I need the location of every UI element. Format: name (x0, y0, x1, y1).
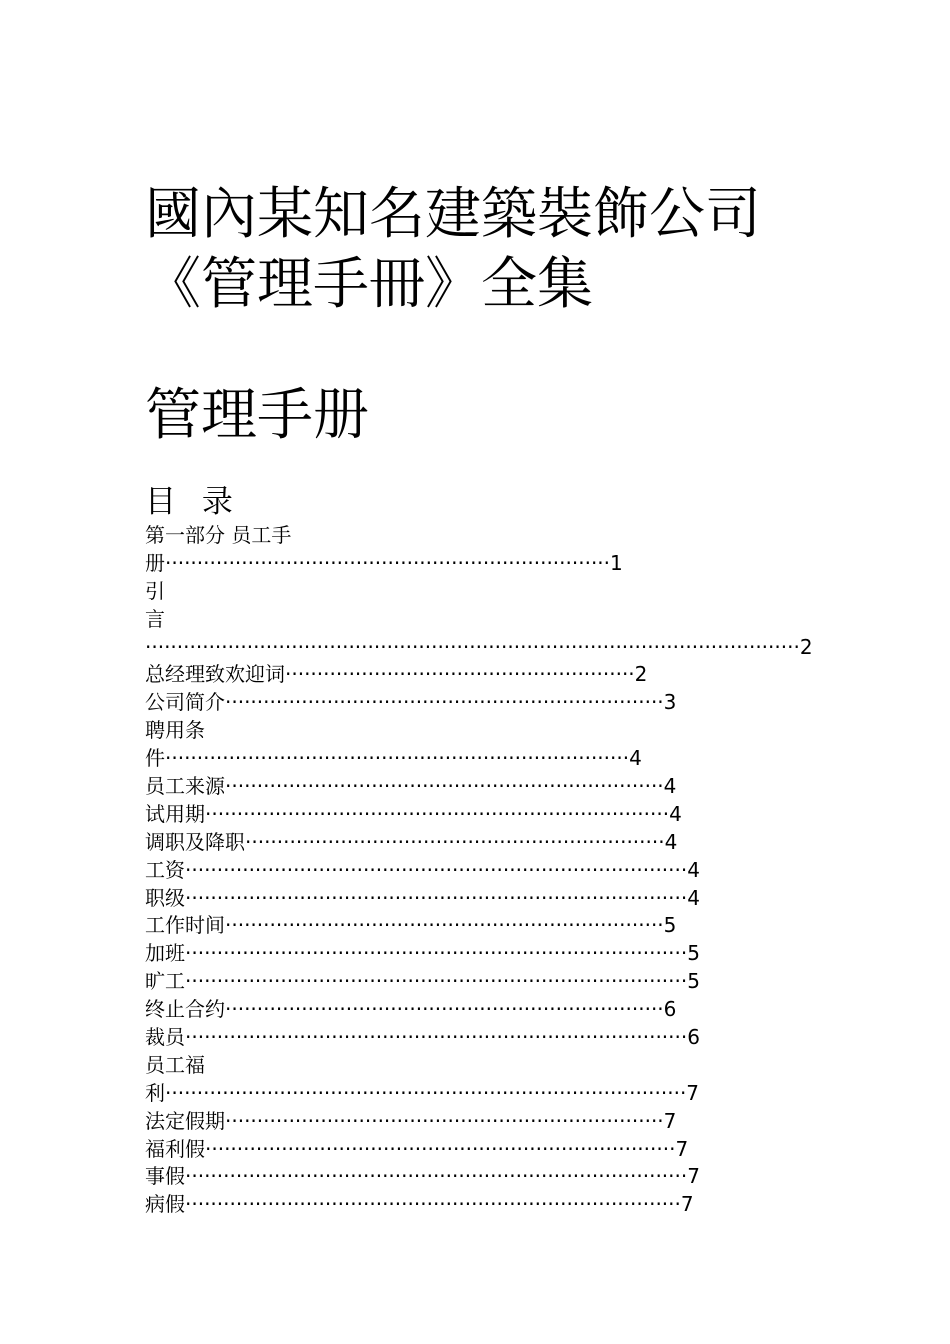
toc-line: 终止合约·····································································6 (145, 997, 677, 1022)
toc-line: 事假···············································································7 (145, 1164, 700, 1189)
toc-line: 聘用条 (145, 718, 205, 743)
toc-line: 件·········································································4 (145, 746, 642, 771)
toc-line: 总经理致欢迎词·······················································2 (145, 662, 648, 687)
toc-line: ·······································································································2 (145, 634, 813, 659)
toc-line: 病假··············································································7 (145, 1192, 694, 1217)
title-line-2: 《管理手冊》全集 (145, 252, 593, 317)
toc-line: 工作时间·····································································5 (145, 913, 677, 938)
toc-line: 第一部分 员工手 (145, 523, 292, 547)
toc-line: 试用期·········································································4 (145, 801, 682, 826)
toc-line: 员工福 (145, 1052, 205, 1077)
toc-line: 旷工···············································································5 (145, 969, 700, 994)
toc-line: 员工来源·····································································4 (145, 774, 677, 799)
toc-line: 福利假··········································································7 (145, 1136, 689, 1161)
table-of-contents (145, 522, 845, 1219)
toc-line: 裁员···············································································6 (145, 1025, 700, 1050)
toc-line: 职级···············································································4 (145, 885, 700, 910)
document-subtitle: 管理手册 (145, 383, 369, 448)
toc-line: 册······································································1 (145, 550, 623, 575)
toc-line: 加班···············································································5 (145, 941, 700, 966)
document-title (145, 180, 761, 320)
toc-line: 法定假期·····································································7 (145, 1108, 677, 1133)
toc-line: 公司简介·····································································3 (145, 690, 677, 715)
toc-line: 利··················································································7 (145, 1080, 700, 1105)
toc-line: 工资···············································································4 (145, 857, 700, 882)
title-line-1: 國內某知名建築裝飾公司 (145, 182, 761, 247)
toc-line: 引 (145, 578, 165, 603)
toc-line: 言 (145, 606, 165, 631)
toc-line: 调职及降职··································································4 (145, 829, 678, 854)
toc-heading: 目 录 (145, 484, 241, 520)
